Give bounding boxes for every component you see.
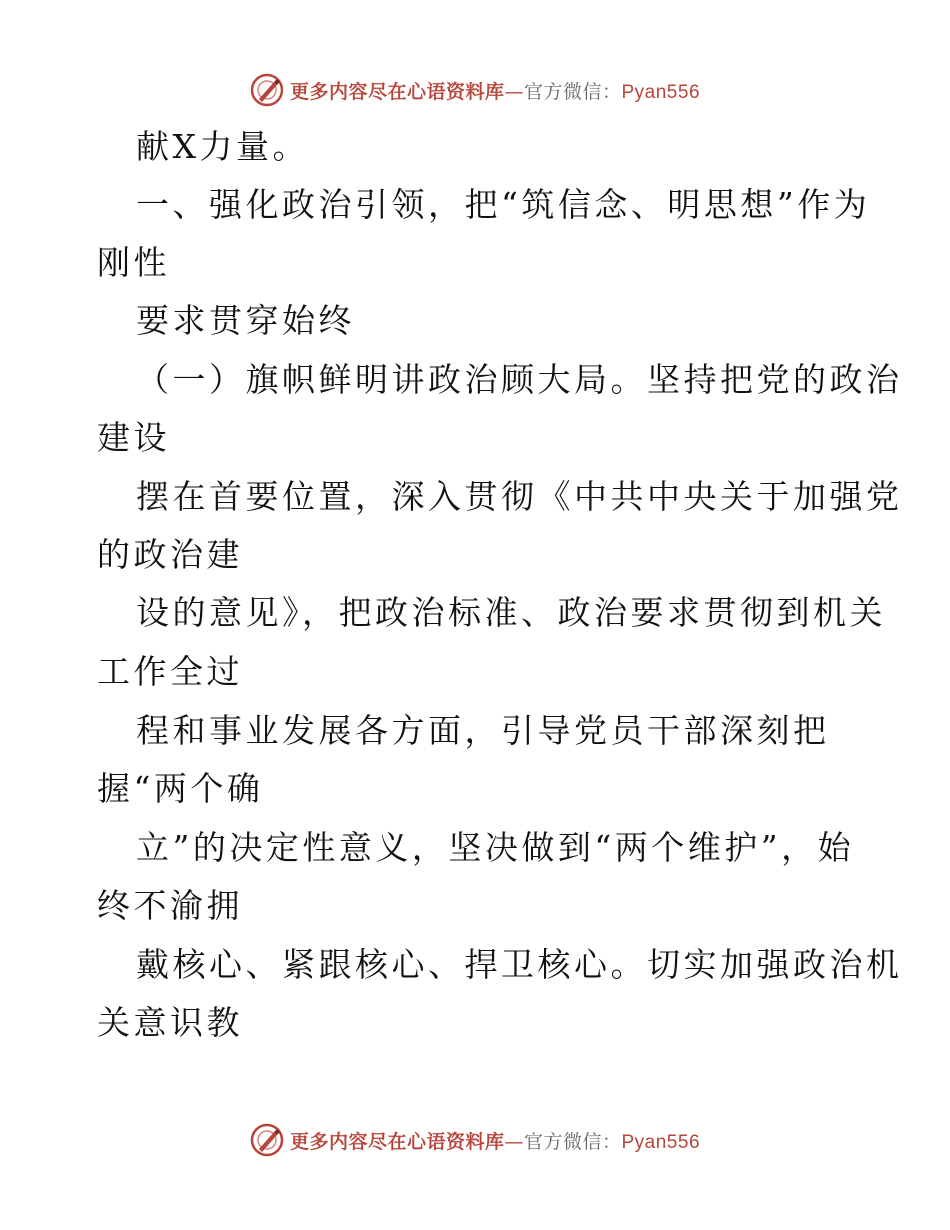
body-line: 的政治建 bbox=[97, 535, 243, 574]
body-line: 设的意见》，把政治标准、政治要求贯彻到机关 bbox=[136, 593, 886, 632]
footer-watermark-banner bbox=[0, 1120, 950, 1160]
pen-logo-icon bbox=[250, 1123, 284, 1157]
footer-banner-text bbox=[290, 1127, 700, 1154]
header-banner-wechat-label: 官方微信： bbox=[523, 80, 622, 103]
body-line: 刚性 bbox=[97, 243, 170, 282]
body-line: 一、强化政治引领，把“筑信念、明思想”作为 bbox=[136, 185, 871, 224]
body-line: 握“两个确 bbox=[97, 769, 264, 808]
body-line: 摆在首要位置，深入贯彻《中共中央关于加强党 bbox=[136, 477, 903, 516]
header-banner-dash: — bbox=[504, 80, 524, 103]
body-line: 要求贯穿始终 bbox=[136, 301, 355, 340]
body-line: 终不渝拥 bbox=[97, 886, 243, 925]
footer-banner-wechat-label: 官方微信： bbox=[523, 1130, 622, 1153]
body-line: 建设 bbox=[97, 418, 170, 457]
body-line: 工作全过 bbox=[97, 652, 243, 691]
body-line: 立”的决定性意义，坚决做到“两个维护”，始 bbox=[136, 828, 855, 867]
body-line: 关意识教 bbox=[97, 1003, 243, 1042]
body-line: 献X力量。 bbox=[136, 127, 309, 166]
footer-banner-dash: — bbox=[504, 1130, 524, 1153]
body-line: 程和事业发展各方面，引导党员干部深刻把 bbox=[136, 711, 830, 750]
body-line: （一）旗帜鲜明讲政治顾大局。坚持把党的政治 bbox=[136, 360, 903, 399]
body-line: 戴核心、紧跟核心、捍卫核心。切实加强政治机 bbox=[136, 945, 903, 984]
header-banner-title: 更多内容尽在心语资料库 bbox=[289, 80, 505, 103]
footer-banner-wechat-id: Pyan556 bbox=[621, 1131, 701, 1153]
footer-banner-title: 更多内容尽在心语资料库 bbox=[289, 1130, 505, 1153]
header-banner-wechat-id: Pyan556 bbox=[621, 81, 701, 103]
